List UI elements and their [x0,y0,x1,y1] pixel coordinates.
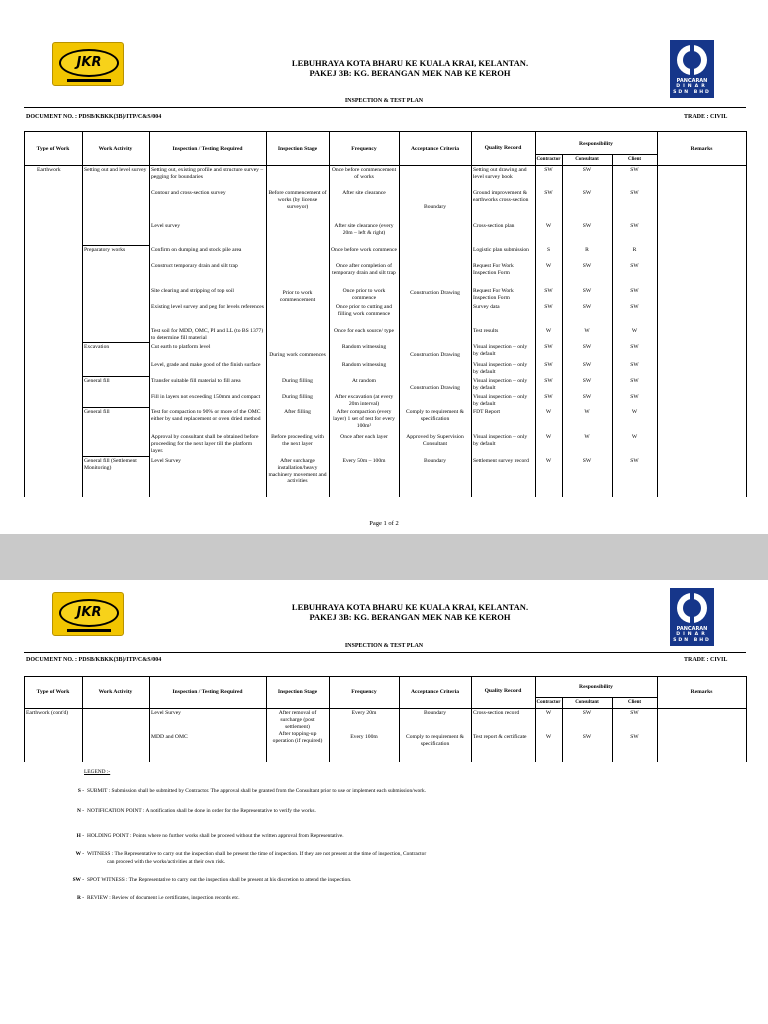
activity-general-fill-settlement: General fill (Settlement Monitoring) [84,458,137,471]
stage-during-work: During work commences [269,352,326,358]
insp-mdd-omc: MDD and OMC [151,734,188,740]
col-work-activity: Work Activity [98,146,133,152]
qr-test-results: Test results [473,328,499,334]
responsibility-cell: SW [630,458,639,464]
col-inspection-testing: Inspection / Testing Required [172,689,243,695]
freq-once-after-drain: Once after completion of temporary drain and silt trap [332,263,396,276]
legend-item [60,788,740,795]
col-contractor: Contractor [536,157,561,162]
responsibility-cell: W [631,409,638,415]
responsibility-cell: SW [582,190,592,196]
freq-random-2: Random witnessing [341,362,387,368]
responsibility-cell: SW [630,378,639,384]
project-title [200,602,620,622]
insp-fill-layers: Fill in layers not exceeding 150mm and compact [151,394,261,400]
acc-boundary-1: Boundary [423,204,447,210]
title-line-1: LEBUHRAYA KOTA BHARU KE KUALA KRAI, KELANTAN. [291,58,529,68]
responsibility-cell: W [545,328,552,334]
pancaran-dinar-logo: PANCARAN DINAR SDN BHD [670,40,714,98]
qr-request-1: Request For Work Inspection Form [473,263,514,276]
legend-text: REVIEW : Review of document i.e certificates, inspection records etc. [87,895,240,901]
responsibility-cell: SW [582,362,592,368]
freq-after-site-clearance-2: After site clearance (every 20m – left & right) [334,223,394,236]
freq-random-1: Random witnessing [341,344,387,350]
acc-comply: Comply to requirement & specification [406,409,464,422]
legend-item [60,851,740,858]
insp-level-survey-p2: Level Survey [151,710,181,716]
type-earthwork: Earthwork [37,167,61,173]
document-page-2 [0,580,768,1024]
qr-visual-4: Visual inspection – only by default [473,394,528,407]
responsibility-cell: S [546,247,551,253]
col-inspection-stage: Inspection Stage [277,689,318,695]
responsibility-cell: R [632,247,637,253]
pancaran-dinar-logo: PANCARAN DINAR SDN BHD [670,588,714,646]
legend-text: HOLDING POINT : Points where no further works shall be proceed without the written approval from Representative. [87,833,344,839]
responsibility-cell: SW [582,734,592,740]
activity-general-fill-1: General fill [84,378,110,384]
qr-visual-3: Visual inspection – only by default [473,378,528,391]
responsibility-cell: SW [582,710,592,716]
insp-test-soil: Test soil for MDD, OMC, PI and LL (to BS 1377) to determine fill material [151,328,264,341]
freq-every-50m: Every 50m – 100m [342,458,386,464]
acc-construction-drawing-1: Construction Drawing [410,290,460,296]
responsibility-cell: SW [630,394,639,400]
freq-once-prior-cutting: Once prior to cutting and filling work commence [335,304,393,317]
col-client: Client [627,700,642,705]
responsibility-cell: SW [630,734,639,740]
project-title [200,58,620,78]
acc-boundary-p2: Boundary [423,710,447,716]
responsibility-cell: SW [630,223,639,229]
col-contractor: Contractor [536,700,561,705]
col-client: Client [627,157,642,162]
col-inspection-testing: Inspection / Testing Required [172,146,243,152]
responsibility-cell: SW [582,167,592,173]
responsibility-cell: SW [544,190,553,196]
qr-ground: Ground improvement & earthworks cross-section [473,190,529,203]
responsibility-cell: SW [630,190,639,196]
responsibility-cell: SW [544,362,553,368]
responsibility-cell: W [545,223,552,229]
acc-approved: Approved by Supervision Consultant [406,434,464,447]
responsibility-cell: W [631,434,638,440]
document-number: DOCUMENT NO. : PDSB/KBKK(3B)/ITP/C&S/004 [26,114,162,120]
responsibility-cell: SW [582,223,592,229]
legend-key: S - [77,788,84,794]
legend-title: LEGEND :- [84,769,111,775]
col-responsibility: Responsibility [579,684,613,690]
responsibility-cell: SW [544,394,553,400]
itp-subtitle: INSPECTION & TEST PLAN [344,98,424,104]
responsibility-cell: W [545,409,552,415]
title-line-1: LEBUHRAYA KOTA BHARU KE KUALA KRAI, KELANTAN. [291,602,529,612]
freq-once-before-work: Once before work commence [331,247,398,253]
stage-after-surcharge: After surcharge installation/heavy machinery movement and activities [268,458,327,485]
responsibility-cell: SW [630,344,639,350]
responsibility-cell: SW [544,344,553,350]
responsibility-cell: W [545,710,552,716]
stage-before-proceeding: Before proceeding with the next layer [271,434,324,447]
col-acceptance-criteria: Acceptance Criteria [411,689,459,695]
col-consultant: Consultant [575,157,599,162]
responsibility-cell: W [631,328,638,334]
legend-item [60,859,740,866]
responsibility-cell: SW [582,288,592,294]
responsibility-cell: SW [582,263,592,269]
insp-clearing: Site clearing and stripping of top soil [151,288,234,294]
qr-fdt: FDT Report [473,409,501,415]
stage-after-topping: After topping-up operation (if required) [272,731,323,744]
type-earthwork-contd: Earthwork (cont'd) [26,710,69,716]
legend-key: H - [76,833,84,839]
jkr-logo: JKR [52,592,124,636]
stage-during-filling-2: During filling [282,394,313,400]
document-number: DOCUMENT NO. : PDSB/KBKK(3B)/ITP/C&S/004 [26,657,162,663]
insp-grade: Level, grade and make good of the finish surface [151,362,261,368]
responsibility-cell: SW [544,304,553,310]
responsibility-cell: W [584,409,590,415]
col-frequency: Frequency [351,146,377,152]
responsibility-cell: SW [630,167,639,173]
responsibility-cell: SW [544,167,553,173]
insp-compaction: Test for compaction to 90% or more of the OMC either by sand replacement or oven dried method [151,409,261,422]
legend-item [60,895,740,902]
col-acceptance-criteria: Acceptance Criteria [411,146,459,152]
insp-dumping: Confirm on dumping and stock pile area [151,247,242,253]
activity-prep-works: Preparatory works [84,247,126,253]
responsibility-cell: SW [582,304,592,310]
col-quality-record: Quality Record [484,145,522,151]
responsibility-cell: W [545,458,552,464]
qr-visual-5: Visual inspection – only by default [473,434,528,447]
stage-after-removal: After removal of surcharge (post settlement) [278,710,317,730]
responsibility-cell: SW [630,710,639,716]
responsibility-cell: W [545,263,552,269]
legend-key: R - [76,895,84,901]
responsibility-cell: R [585,247,589,253]
stage-after-filling: After filling [284,409,311,415]
acc-comply-p2: Comply to requirement & specification [406,734,464,747]
itp-subtitle: INSPECTION & TEST PLAN [344,643,424,649]
responsibility-cell: SW [630,288,639,294]
qr-visual-2: Visual inspection – only by default [473,362,528,375]
trade-label: TRADE : CIVIL [684,114,728,120]
col-consultant: Consultant [575,700,599,705]
qr-setting-out: Setting out drawing and level survey book [473,167,527,180]
responsibility-cell: W [545,734,552,740]
responsibility-cell: SW [582,344,592,350]
freq-once-each-source: Once for each source/ type [334,328,394,334]
insp-approval: Approval by consultant shall be obtained before proceeding for the next layer till the platform layer. [151,434,259,454]
responsibility-cell: SW [582,378,592,384]
responsibility-cell: SW [582,394,592,400]
stage-during-filling-1: During filling [282,378,313,384]
freq-at-random: At random [351,378,377,384]
col-remarks: Remarks [690,689,713,695]
responsibility-cell: SW [544,378,553,384]
qr-cross-section-record: Cross-section record [473,710,520,716]
col-work-activity: Work Activity [98,689,133,695]
col-type-of-work: Type of Work [36,689,70,695]
responsibility-cell: SW [630,263,639,269]
qr-request-2: Request For Work Inspection Form [473,288,514,301]
qr-settlement: Settlement survey record [473,458,529,464]
responsibility-cell: SW [544,288,553,294]
acc-construction-drawing-3: Construction Drawing [410,385,460,391]
responsibility-cell: W [584,434,590,440]
qr-survey-data: Survey data [473,304,500,310]
freq-every-100m: Every 100m [350,734,378,740]
legend-text: NOTIFICATION POINT : A notification shall be done in order for the Representative to verify the works. [87,808,316,814]
legend-item [60,808,740,815]
legend-key: W - [75,851,84,857]
legend-text: can proceed with the works/activities at their own risk. [107,859,226,865]
freq-after-compaction: After compaction (every layer) 1 set of test for every 100m² [333,409,395,429]
freq-after-site-clearance-1: After site clearance [342,190,386,196]
insp-existing-level: Existing level survey and peg for levels references [151,304,264,310]
responsibility-cell: W [584,328,590,334]
legend-text: SUBMIT : Submission shall be submitted by Contractor. The approval shall be granted from the Consultant prior to use or implement each submission/work. [87,788,427,794]
stage-before-commencement: Before commencement of works (by license surveyor) [268,190,327,210]
qr-cross-section-plan: Cross-section plan [473,223,515,229]
page-number: Page 1 of 2 [369,520,399,527]
activity-setting-out: Setting out and level survey [84,167,147,173]
col-type-of-work: Type of Work [36,146,70,152]
legend-item [60,833,740,840]
title-line-2: PAKEJ 3B: KG. BERANGAN MEK NAB KE KEROH [309,612,511,622]
insp-level-survey: Level survey [151,223,181,229]
stage-prior-to-work: Prior to work commencement [279,290,316,303]
insp-contour: Contour and cross-section survey [151,190,226,196]
qr-visual-1: Visual inspection – only by default [473,344,528,357]
qr-test-report: Test report & certificate [473,734,527,740]
responsibility-cell: W [545,434,552,440]
freq-once-after-each-layer: Once after each layer [340,434,388,440]
qr-logistic: Logistic plan submission [473,247,529,253]
acc-boundary-2: Boundary [423,458,447,464]
legend-key: SW - [72,877,84,883]
insp-settlement: Level Survey [151,458,181,464]
insp-setting-out: Setting out, existing profile and structure survey – pegging for boundaries [151,167,264,180]
jkr-logo: JKR [52,42,124,86]
freq-once-before: Once before commencement of works [331,167,397,180]
responsibility-cell: SW [582,458,592,464]
col-remarks: Remarks [690,146,713,152]
col-frequency: Frequency [351,689,377,695]
freq-once-prior: Once prior to work commence [342,288,386,301]
col-responsibility: Responsibility [579,141,613,147]
activity-general-fill-2: General fill [84,409,110,415]
freq-after-excavation: After excavation (at every 20m interval) [334,394,394,407]
acc-construction-drawing-2: Construction Drawing [410,352,460,358]
responsibility-cell: SW [630,304,639,310]
trade-label: TRADE : CIVIL [684,657,728,663]
legend-text: WITNESS : The Representative to carry out the inspection shall be present the time of inspection. If they are not present at the time of inspection, Contractor [87,851,427,857]
insp-drain: Construct temporary drain and silt trap [151,263,238,269]
responsibility-cell: SW [630,362,639,368]
insp-transfer: Transfer suitable fill material to fill area [151,378,241,384]
col-inspection-stage: Inspection Stage [277,146,318,152]
legend-item [60,877,740,884]
title-line-2: PAKEJ 3B: KG. BERANGAN MEK NAB KE KEROH [309,68,511,78]
activity-excavation: Excavation [84,344,110,350]
legend-text: SPOT WITNESS : The Representative to carry out the inspection shall be present at his discretion to attend the inspection. [87,877,352,883]
freq-every-20m: Every 20m [351,710,377,716]
col-quality-record: Quality Record [484,688,522,694]
insp-cut-earth: Cut earth to platform level [151,344,211,350]
legend-key: N - [76,808,84,814]
